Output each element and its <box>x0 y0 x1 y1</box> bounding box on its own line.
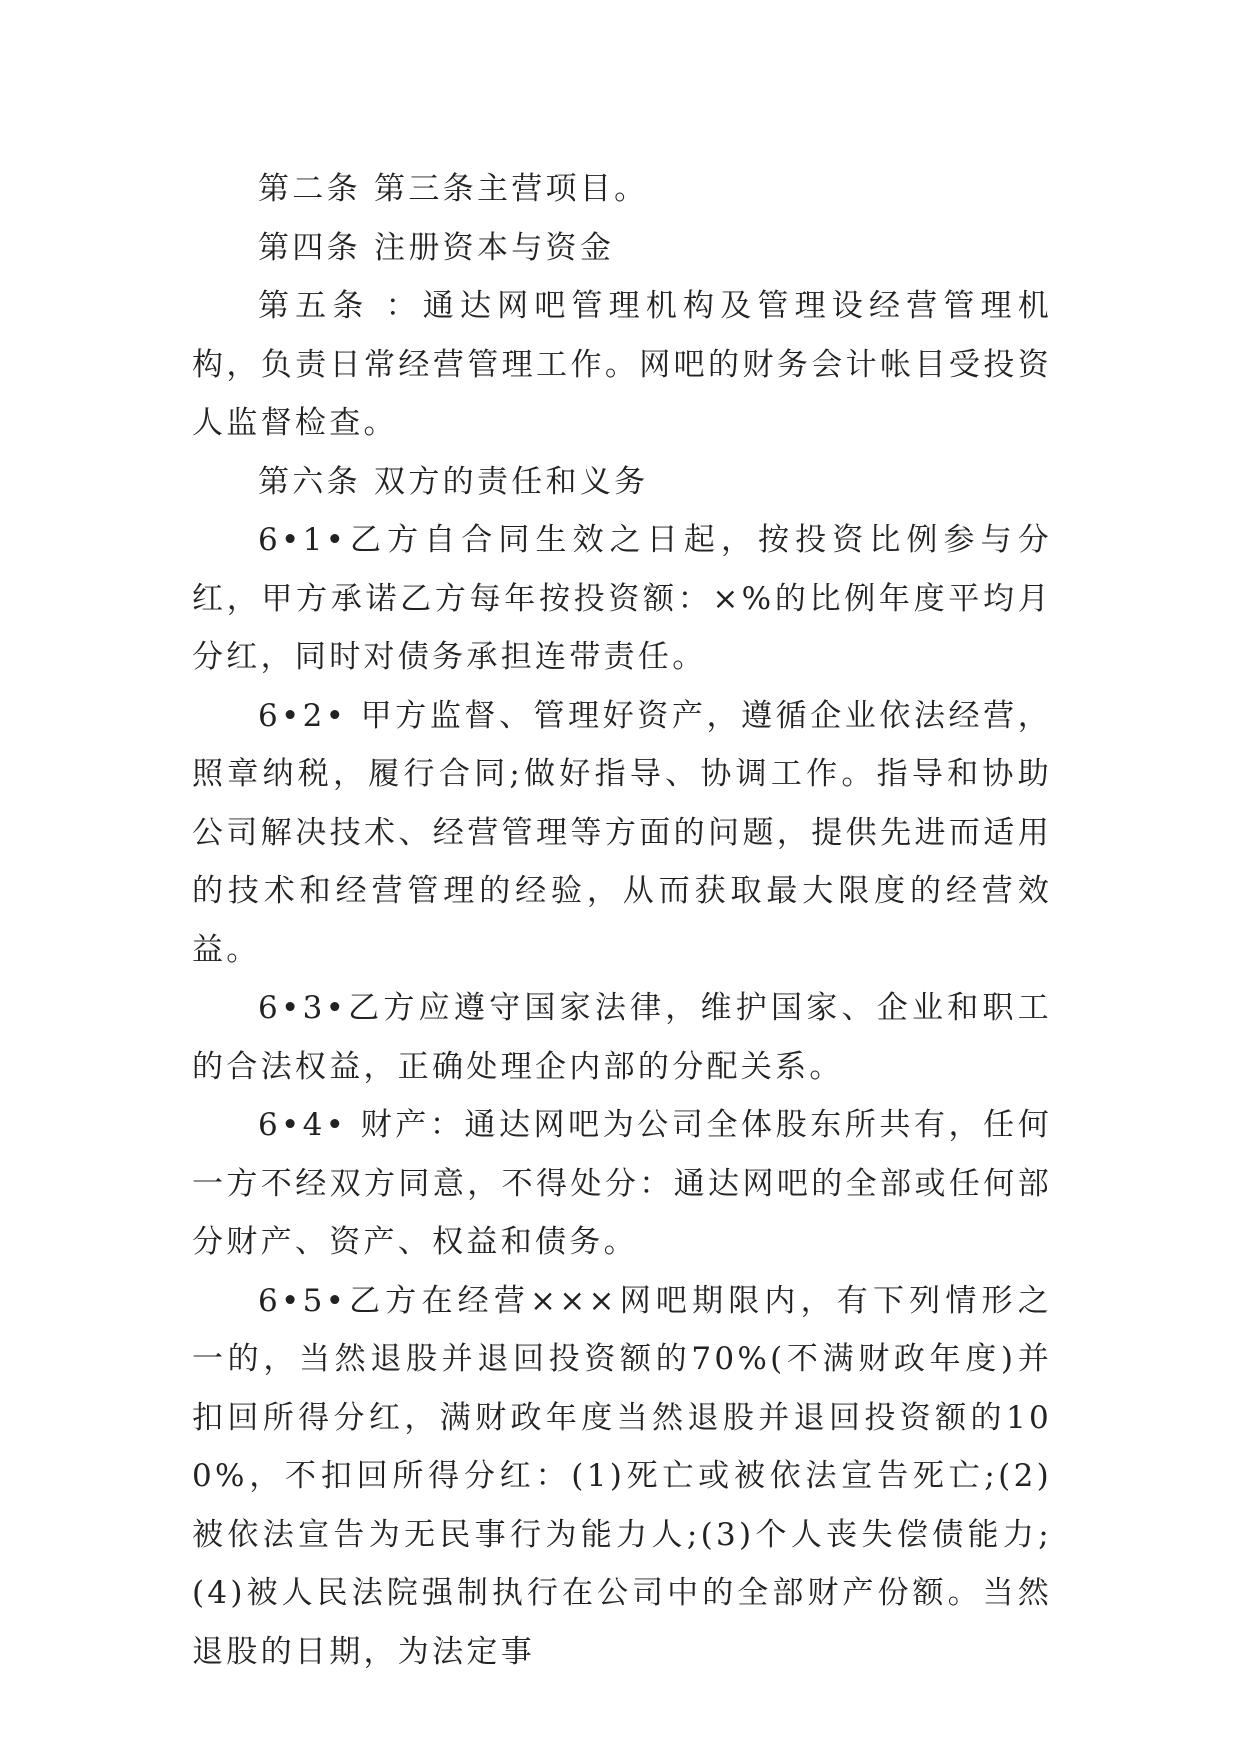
clause-6-1-paragraph: 6•1•乙方自合同生效之日起，按投资比例参与分红，甲方承诺乙方每年按投资额：×%的比例年度平均月分红，同时对债务承担连带责任。 <box>192 522 1052 675</box>
clause-6-2-paragraph: 6•2• 甲方监督、管理好资产，遵循企业依法经营，照章纳税，履行合同;做好指导、协调工作。指导和协助公司解决技术、经营管理等方面的问题，提供先进而适用的技术和经营管理的经验，从而获取最大限度的经营效益。 <box>192 697 1052 968</box>
clause-6-5-paragraph: 6•5•乙方在经营×××网吧期限内，有下列情形之一的，当然退股并退回投资额的70%(不满财政年度)并扣回所得分红，满财政年度当然退股并退回投资额的100%，不扣回所得分红：(1)死亡或被依法宣告死亡;(2)被依法宣告为无民事行为能力人;(3)个人丧失偿债能力;(4)被人民法院强制执行在公司中的全部财产份额。当然退股的日期，为法定事 <box>192 1282 1052 1670</box>
clause-6-3-paragraph: 6•3•乙方应遵守国家法律，维护国家、企业和职工的合法权益，正确处理企内部的分配关系。 <box>192 990 1052 1085</box>
article-6-heading: 第六条 双方的责任和义务 <box>258 463 649 500</box>
document-body <box>192 160 1052 1681</box>
article-5-paragraph: 第五条 ：通达网吧管理机构及管理设经营管理机构，负责日常经营管理工作。网吧的财务会计帐目受投资人监督检查。 <box>192 288 1052 441</box>
article-4-heading: 第四条 注册资本与资金 <box>258 229 615 266</box>
clause-6-4-paragraph: 6•4• 财产：通达网吧为公司全体股东所共有，任何一方不经双方同意，不得处分：通达网吧的全部或任何部分财产、资产、权益和债务。 <box>192 1107 1052 1260</box>
article-2-3-heading: 第二条 第三条主营项目。 <box>258 171 649 207</box>
